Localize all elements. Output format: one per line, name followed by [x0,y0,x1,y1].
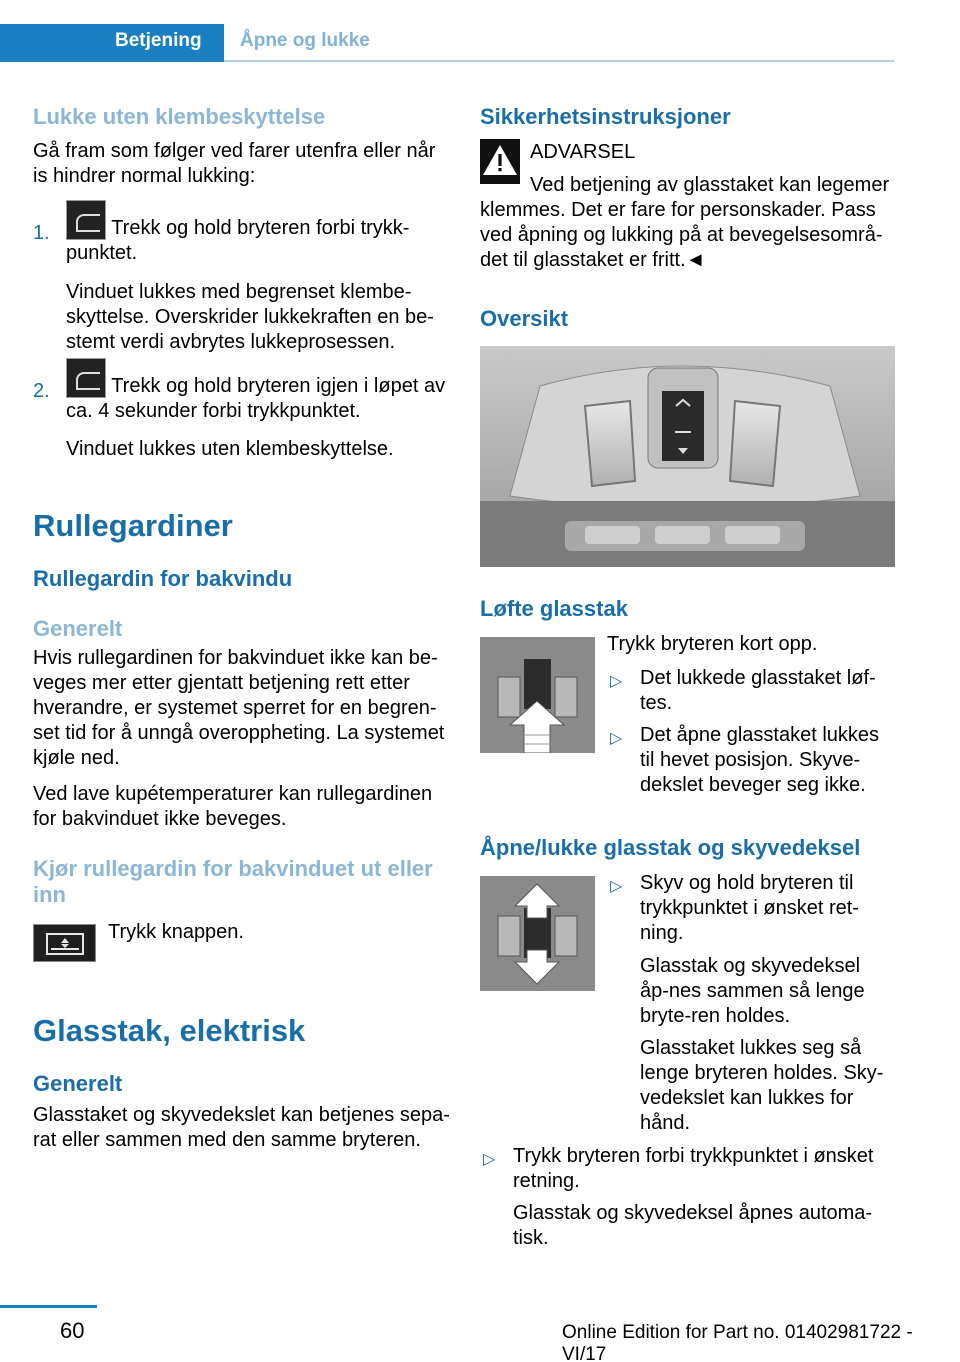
heading-generelt-2: Generelt [33,1071,123,1096]
step-1 [66,200,456,266]
bullet-icon: ▷ [610,730,623,747]
apne-item-2-detail: Glasstak og skyvedeksel åpnes automa-tisk. [513,1202,873,1249]
step-2-number: 2. [33,380,50,402]
heading-lofte-glasstak: Løfte glasstak [480,596,628,621]
apne-item-1: Skyv og hold bryteren til trykkpunktet i ønsket ret-ning. [640,872,859,944]
warning-icon [480,139,520,184]
advarsel-label: ADVARSEL [530,141,636,163]
header-tab-betjening[interactable]: Betjening [115,30,202,51]
heading-generelt-1: Generelt [33,616,123,641]
step-1-line1: Trekk og hold bryteren forbi trykk- [106,217,410,239]
lofte-intro: Trykk bryteren kort opp. [607,633,818,655]
heading-lukke-uten-klembeskyttelse: Lukke uten klembeskyttelse [33,104,326,129]
heading-rullegardiner: Rullegardiner [33,508,233,543]
lofte-item-2: Det åpne glasstaket lukkes til hevet posisjon. Skyve-dekslet beveger seg ikke. [640,724,880,796]
footer-rule [0,1305,97,1308]
header-rule [224,60,894,62]
lofte-item-1: Det lukkede glasstaket løf-tes. [640,667,876,714]
kjor-instruction: Trykk knappen. [108,921,244,943]
advarsel-text: klemmes. Det er fare for personskader. Pass ved åpning og lukking på at bevegelsesområ-det til glasstaket er fritt.◄ [480,199,883,271]
page-number: 60 [60,1318,85,1343]
bullet-icon: ▷ [483,1151,496,1168]
step-1-number: 1. [33,222,50,244]
rear-blind-button-icon [33,924,96,962]
header-tab-apne-og-lukke[interactable]: Åpne og lukke [240,30,370,51]
generelt-2-paragraph: Glasstaket og skyvedekslet kan betjenes sepa-rat eller sammen med den samme bryteren. [33,1104,450,1151]
step-1-line2: punktet. [66,242,138,264]
bullet-icon: ▷ [610,673,623,690]
lift-switch-image [480,637,595,753]
apne-item-1-detail-1: Glasstak og skyvedeksel åp-nes sammen så lenge bryte-ren holdes. [640,955,865,1027]
step-1-detail: Vinduet lukkes med begrenset klembe-skyttelse. Overskrider lukkekraften en be-stemt verdi avbrytes lukkeprosessen. [66,281,434,353]
step-2-line1: Trekk og hold bryteren igjen i løpet av [106,375,446,397]
edition-note: Online Edition for Part no. 01402981722 - VI/17 [562,1322,913,1362]
heading-oversikt: Oversikt [480,306,569,331]
generelt-1-paragraph-2: Ved lave kupétemperaturer kan rullegardinen for bakvinduet ikke beveges. [33,783,433,830]
apne-item-1-detail-2: Glasstaket lukkes seg så lenge bryteren holdes. Sky-vedekslet kan lukkes for hånd. [640,1037,884,1134]
step-2 [66,358,456,424]
overview-roof-console-image [480,346,895,567]
step-2-line2: ca. 4 sekunder forbi trykkpunktet. [66,400,361,422]
heading-rullegardin-for-bakvindu: Rullegardin for bakvindu [33,566,293,591]
lukke-intro: Gå fram som følger ved farer utenfra eller når is hindrer normal lukking: [33,140,436,187]
window-switch-icon [66,200,106,240]
bullet-icon: ▷ [610,878,623,895]
heading-glasstak-elektrisk: Glasstak, elektrisk [33,1013,306,1048]
slide-switch-image [480,876,595,991]
apne-item-2: Trykk bryteren forbi trykkpunktet i ønsket retning. [513,1145,874,1192]
heading-sikkerhetsinstruksjoner: Sikkerhetsinstruksjoner [480,104,731,129]
generelt-1-paragraph-1: Hvis rullegardinen for bakvinduet ikke kan be-veges mer etter gjentatt betjening rett etter hverandre, er systemet sperret for en begren-set tid for å unngå overoppheting. La systemet kjøle ned. [33,647,445,769]
heading-apne-lukke-glasstak: Åpne/lukke glasstak og skyvedeksel [480,835,861,860]
window-switch-icon [66,358,106,398]
advarsel-text-line1: Ved betjening av glasstaket kan legemer [530,174,890,196]
step-2-detail: Vinduet lukkes uten klembeskyttelse. [66,438,394,460]
heading-kjor-rullegardin: Kjør rullegardin for bakvinduet ut eller inn [33,856,433,907]
